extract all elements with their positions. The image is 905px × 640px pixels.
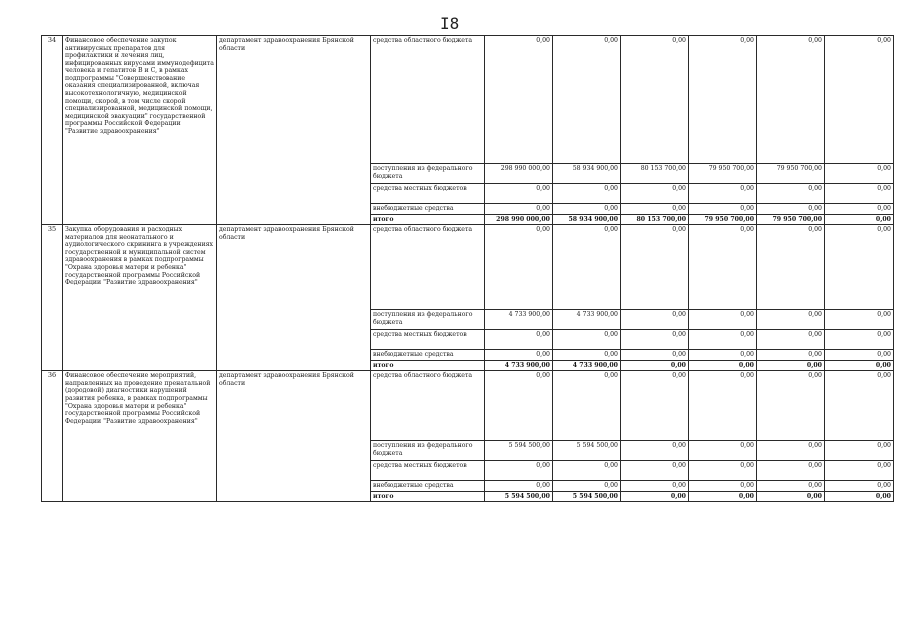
amount-cell: 0,00	[553, 481, 621, 492]
amount-cell: 0,00	[757, 310, 825, 330]
amount-cell: 0,00	[553, 204, 621, 215]
amount-cell: 0,00	[485, 225, 553, 310]
amount-cell: 79 950 700,00	[757, 164, 825, 184]
amount-cell: 0,00	[689, 360, 757, 371]
funding-source: поступления из федерального бюджета	[371, 441, 485, 461]
responsible-executor: департамент здравоохранения Брянской области	[217, 36, 371, 225]
amount-cell: 0,00	[825, 164, 894, 184]
financing-table	[41, 35, 894, 502]
row-number: 35	[42, 225, 63, 371]
amount-cell: 0,00	[757, 491, 825, 502]
amount-cell: 0,00	[825, 184, 894, 204]
amount-cell: 0,00	[621, 184, 689, 204]
amount-cell: 79 950 700,00	[757, 214, 825, 225]
amount-cell: 5 594 500,00	[485, 441, 553, 461]
amount-cell: 0,00	[553, 350, 621, 361]
amount-cell: 0,00	[825, 481, 894, 492]
responsible-executor: департамент здравоохранения Брянской области	[217, 225, 371, 371]
funding-source: средства областного бюджета	[371, 225, 485, 310]
amount-cell: 0,00	[621, 481, 689, 492]
amount-cell: 0,00	[689, 184, 757, 204]
amount-cell: 0,00	[485, 371, 553, 441]
amount-cell: 0,00	[485, 330, 553, 350]
amount-cell: 0,00	[825, 441, 894, 461]
amount-cell: 0,00	[485, 481, 553, 492]
amount-cell: 0,00	[621, 360, 689, 371]
amount-cell: 79 950 700,00	[689, 164, 757, 184]
amount-cell: 0,00	[825, 36, 894, 164]
amount-cell: 0,00	[757, 360, 825, 371]
amount-cell: 4 733 900,00	[553, 310, 621, 330]
amount-cell: 0,00	[485, 350, 553, 361]
amount-cell: 4 733 900,00	[485, 310, 553, 330]
activity-description: Финансовое обеспечение закупок антивирусных препаратов для профилактики и лечения лиц, инфицированных вирусами иммунодефицита человека и гепатитов B и C, в рамках подпрограммы "Совершенствование оказания специализированной, включая высокотехнологичную, медицинской помощи, скорой, в том числе скорой специализированной, медицинской помощи, медицинской эвакуации" государственной программы Российской Федерации "Развитие здравоохранения"	[63, 36, 217, 225]
amount-cell: 0,00	[757, 204, 825, 215]
amount-cell: 0,00	[621, 491, 689, 502]
amount-cell: 4 733 900,00	[553, 360, 621, 371]
amount-cell: 0,00	[757, 350, 825, 361]
page-number: I8	[440, 14, 460, 33]
funding-source: средства областного бюджета	[371, 36, 485, 164]
amount-cell: 58 934 900,00	[553, 214, 621, 225]
amount-cell: 0,00	[689, 350, 757, 361]
amount-cell: 0,00	[757, 481, 825, 492]
amount-cell: 0,00	[621, 441, 689, 461]
table-row	[42, 371, 894, 441]
amount-cell: 0,00	[757, 225, 825, 310]
amount-cell: 0,00	[689, 481, 757, 492]
amount-cell: 0,00	[689, 310, 757, 330]
amount-cell: 0,00	[621, 461, 689, 481]
amount-cell: 0,00	[689, 330, 757, 350]
amount-cell: 0,00	[485, 36, 553, 164]
amount-cell: 0,00	[757, 441, 825, 461]
amount-cell: 79 950 700,00	[689, 214, 757, 225]
amount-cell: 0,00	[553, 184, 621, 204]
funding-source: средства местных бюджетов	[371, 184, 485, 204]
funding-source: средства областного бюджета	[371, 371, 485, 441]
amount-cell: 5 594 500,00	[553, 491, 621, 502]
funding-source: средства местных бюджетов	[371, 330, 485, 350]
amount-cell: 0,00	[485, 461, 553, 481]
amount-cell: 0,00	[621, 36, 689, 164]
row-number: 34	[42, 36, 63, 225]
funding-source: итого	[371, 360, 485, 371]
amount-cell: 0,00	[485, 184, 553, 204]
amount-cell: 80 153 700,00	[621, 164, 689, 184]
amount-cell: 0,00	[689, 204, 757, 215]
amount-cell: 0,00	[825, 491, 894, 502]
amount-cell: 0,00	[621, 310, 689, 330]
amount-cell: 0,00	[485, 204, 553, 215]
amount-cell: 0,00	[757, 461, 825, 481]
amount-cell: 0,00	[825, 360, 894, 371]
amount-cell: 0,00	[553, 36, 621, 164]
table-row	[42, 225, 894, 310]
table-row	[42, 36, 894, 164]
amount-cell: 0,00	[757, 371, 825, 441]
amount-cell: 0,00	[825, 461, 894, 481]
responsible-executor: департамент здравоохранения Брянской области	[217, 371, 371, 502]
funding-source: итого	[371, 491, 485, 502]
amount-cell: 0,00	[621, 350, 689, 361]
amount-cell: 0,00	[621, 225, 689, 310]
funding-source: внебюджетные средства	[371, 481, 485, 492]
row-number: 36	[42, 371, 63, 502]
funding-source: итого	[371, 214, 485, 225]
amount-cell: 0,00	[757, 36, 825, 164]
amount-cell: 0,00	[689, 441, 757, 461]
funding-source: поступления из федерального бюджета	[371, 310, 485, 330]
amount-cell: 0,00	[553, 371, 621, 441]
amount-cell: 0,00	[621, 204, 689, 215]
amount-cell: 298 990 000,00	[485, 214, 553, 225]
amount-cell: 0,00	[757, 330, 825, 350]
activity-description: Финансовое обеспечение мероприятий, направленных на проведение пренатальной (дородовой) диагностики нарушений развития ребенка, в рамках подпрограммы "Охрана здоровья матери и ребенка" государственной программы Российской Федерации "Развитие здравоохранения"	[63, 371, 217, 502]
amount-cell: 0,00	[553, 461, 621, 481]
funding-source: внебюджетные средства	[371, 350, 485, 361]
table-body	[42, 36, 894, 502]
amount-cell: 0,00	[825, 310, 894, 330]
amount-cell: 0,00	[825, 350, 894, 361]
amount-cell: 0,00	[825, 225, 894, 310]
amount-cell: 0,00	[621, 371, 689, 441]
funding-source: внебюджетные средства	[371, 204, 485, 215]
amount-cell: 0,00	[825, 204, 894, 215]
funding-source: поступления из федерального бюджета	[371, 164, 485, 184]
amount-cell: 0,00	[689, 491, 757, 502]
amount-cell: 0,00	[689, 225, 757, 310]
amount-cell: 0,00	[689, 371, 757, 441]
amount-cell: 0,00	[757, 184, 825, 204]
activity-description: Закупка оборудования и расходных материалов для неонатального и аудиологического скрининга в учреждениях государственной и муниципальной систем здравоохранения в рамках подпрограммы "Охрана здоровья матери и ребенка" государственной программы Российской Федерации "Развитие здравоохранения"	[63, 225, 217, 371]
amount-cell: 0,00	[553, 330, 621, 350]
amount-cell: 298 990 000,00	[485, 164, 553, 184]
amount-cell: 0,00	[825, 371, 894, 441]
amount-cell: 0,00	[689, 461, 757, 481]
amount-cell: 58 934 900,00	[553, 164, 621, 184]
amount-cell: 0,00	[621, 330, 689, 350]
amount-cell: 5 594 500,00	[553, 441, 621, 461]
amount-cell: 0,00	[825, 214, 894, 225]
amount-cell: 5 594 500,00	[485, 491, 553, 502]
amount-cell: 0,00	[825, 330, 894, 350]
amount-cell: 80 153 700,00	[621, 214, 689, 225]
amount-cell: 0,00	[689, 36, 757, 164]
funding-source: средства местных бюджетов	[371, 461, 485, 481]
amount-cell: 4 733 900,00	[485, 360, 553, 371]
amount-cell: 0,00	[553, 225, 621, 310]
